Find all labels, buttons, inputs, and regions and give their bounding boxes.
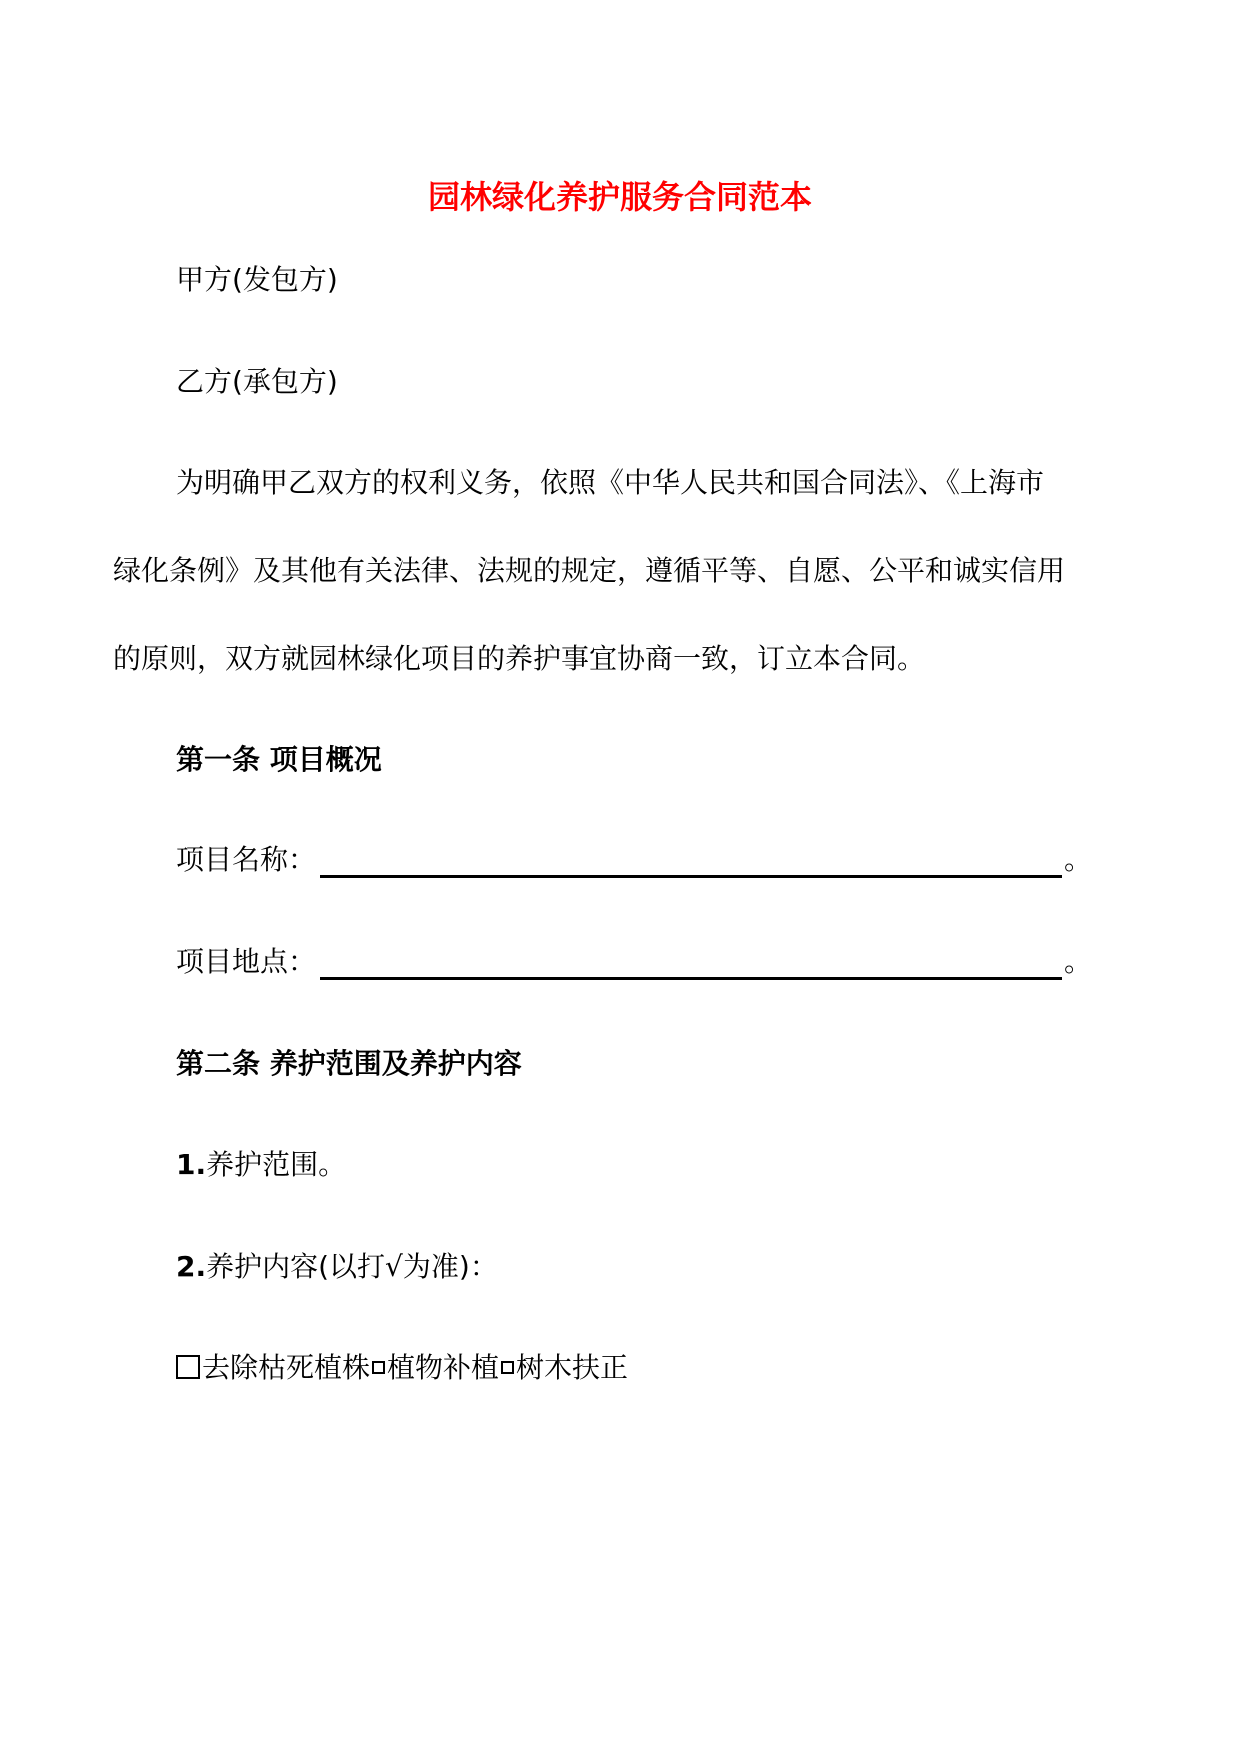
article-1-heading: 第一条 项目概况: [176, 743, 382, 776]
project-name-row: [176, 838, 1092, 878]
item-2-text: 养护内容(以打√为准)：: [206, 1250, 498, 1283]
option-2-label: 植物补植: [387, 1351, 500, 1384]
item-1-text: 养护范围。: [206, 1148, 347, 1181]
project-location-period: 。: [1064, 945, 1093, 978]
item-2-number: 2.: [176, 1250, 207, 1283]
project-location-label: 项目地点：: [176, 945, 317, 978]
item-1: [176, 1143, 346, 1183]
item-1-number: 1.: [176, 1148, 207, 1181]
checkbox-option-3[interactable]: [501, 1361, 514, 1374]
project-location-row: [176, 940, 1092, 980]
intro-line-1: 为明确甲乙双方的权利义务，依照《中华人民共和国合同法》、《上海市: [176, 466, 1045, 499]
checkbox-option-1[interactable]: [176, 1355, 200, 1379]
party-a-label: 甲方(发包方): [176, 263, 338, 296]
project-location-blank[interactable]: [320, 947, 1062, 980]
project-name-label: 项目名称：: [176, 843, 317, 876]
document-title: 园林绿化养护服务合同范本: [427, 178, 812, 216]
item-2: [176, 1245, 498, 1285]
project-name-blank[interactable]: [320, 845, 1062, 878]
party-b-label: 乙方(承包方): [176, 365, 338, 398]
option-3-label: 树木扶正: [516, 1351, 629, 1384]
intro-line-2: 绿化条例》及其他有关法律、法规的规定，遵循平等、自愿、公平和诚实信用: [113, 554, 1066, 587]
options-row: [176, 1346, 628, 1386]
project-name-period: 。: [1064, 843, 1093, 876]
option-1-label: 去除枯死植株: [202, 1351, 371, 1384]
article-2-heading: 第二条 养护范围及养护内容: [176, 1047, 522, 1080]
checkbox-option-2[interactable]: [372, 1361, 385, 1374]
intro-line-3: 的原则，双方就园林绿化项目的养护事宜协商一致，订立本合同。: [113, 642, 926, 675]
